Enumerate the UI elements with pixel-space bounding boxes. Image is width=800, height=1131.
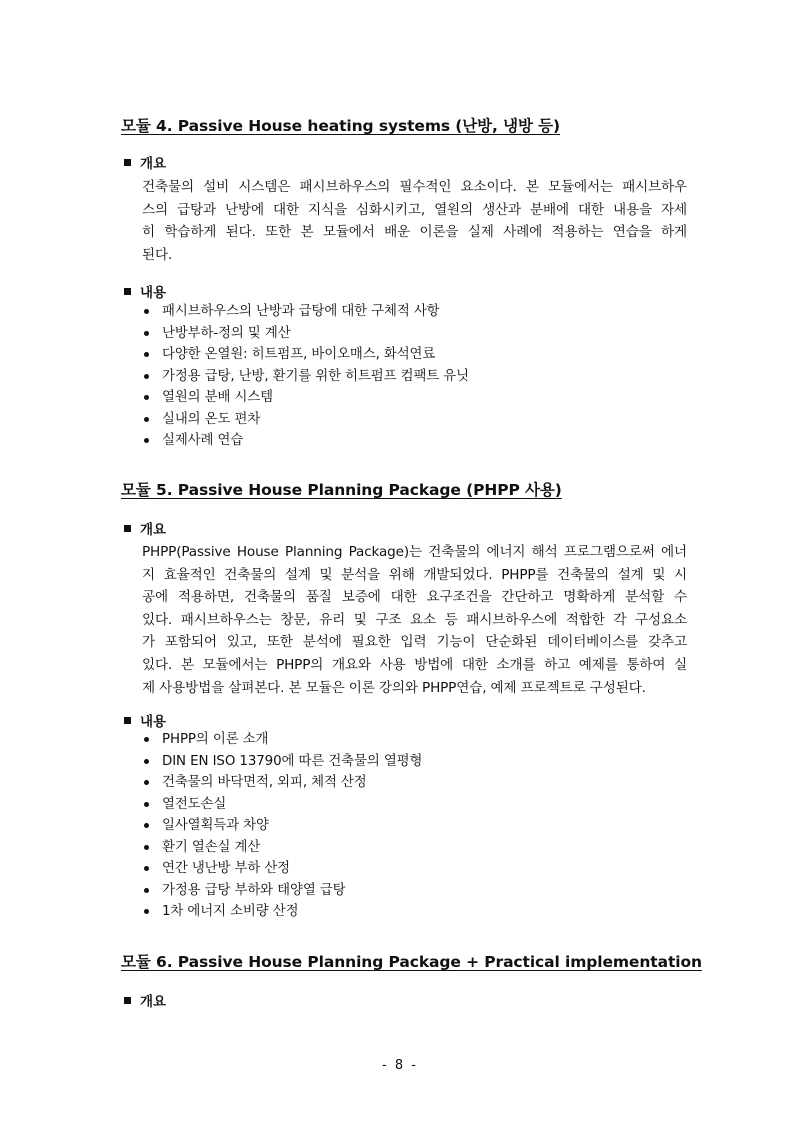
module-4-title: 모듈 4. Passive House heating systems (난방, 냉방 등) bbox=[121, 117, 561, 135]
paragraph-line: 스의 급탕과 난방에 대한 지식을 심화시키고, 열원의 생산과 분배에 대한 내용을 자세 bbox=[142, 201, 687, 218]
overview-heading-label: 개요 bbox=[140, 156, 167, 172]
list-item: 일사열획득과 차양 bbox=[142, 815, 422, 837]
page-number: - 8 - bbox=[382, 1058, 418, 1073]
list-item: 다양한 온열원: 히트펌프, 바이오매스, 화석연료 bbox=[142, 344, 469, 366]
list-item: 패시브하우스의 난방과 급탕에 대한 구체적 사항 bbox=[142, 301, 469, 323]
module-6-title: 모듈 6. Passive House Planning Package + Practical implementation bbox=[121, 953, 702, 971]
contents-heading-label: 내용 bbox=[140, 714, 167, 730]
module-5-overview-heading bbox=[124, 518, 166, 538]
square-bullet-icon bbox=[124, 159, 131, 166]
list-item: 연간 냉난방 부하 산정 bbox=[142, 858, 422, 880]
module-4-overview-heading bbox=[124, 152, 166, 172]
list-item: 환기 열손실 계산 bbox=[142, 837, 422, 859]
square-bullet-icon bbox=[124, 997, 131, 1004]
list-item: 가정용 급탕 부하와 태양열 급탕 bbox=[142, 880, 422, 902]
module-6-overview-heading bbox=[124, 990, 166, 1010]
list-item: 난방부하-정의 및 계산 bbox=[142, 323, 469, 345]
list-item: 실내의 온도 편차 bbox=[142, 409, 469, 431]
list-item: 건축물의 바닥면적, 외피, 체적 산정 bbox=[142, 772, 422, 794]
paragraph-line: PHPP(Passive House Planning Package)는 건축물의 에너지 해석 프로그램으로써 에너 bbox=[142, 544, 687, 560]
paragraph-line: 공에 적용하면, 건축물의 품질 보증에 대한 요구조건을 간단하고 명확하게 분석할 수 bbox=[142, 589, 687, 606]
module-5-overview-text bbox=[142, 541, 687, 699]
list-item: 가정용 급탕, 난방, 환기를 위한 히트펌프 컴팩트 유닛 bbox=[142, 366, 469, 388]
paragraph-line: 히 학습하게 된다. 또한 본 모듈에서 배운 이론을 실제 사례에 적용하는 연습을 하게 bbox=[142, 224, 687, 241]
list-item: 열전도손실 bbox=[142, 794, 422, 816]
square-bullet-icon bbox=[124, 525, 131, 532]
paragraph-line: 건축물의 설비 시스템은 패시브하우스의 필수적인 요소이다. 본 모듈에서는 패시브하우 bbox=[142, 179, 687, 195]
list-item: 실제사례 연습 bbox=[142, 430, 469, 452]
module-5-contents-list bbox=[142, 729, 422, 923]
module-5-title: 모듈 5. Passive House Planning Package (PHPP 사용) bbox=[121, 481, 562, 499]
paragraph-line: 지 효율적인 건축물의 설계 및 분석을 위해 개발되었다. PHPP를 건축물의 설계 및 시 bbox=[142, 566, 687, 583]
square-bullet-icon bbox=[124, 288, 131, 295]
paragraph-line: 가 포함되어 있고, 또한 분석에 필요한 입력 기능이 단순화된 데이터베이스를 갖추고 bbox=[142, 634, 687, 651]
paragraph-line: 된다. bbox=[142, 246, 173, 263]
module-4-overview-text bbox=[142, 176, 687, 266]
overview-heading-label: 개요 bbox=[140, 522, 167, 538]
contents-heading-label: 내용 bbox=[140, 285, 167, 301]
module-4-contents-heading bbox=[124, 281, 166, 301]
list-item: 1차 에너지 소비량 산정 bbox=[142, 901, 422, 923]
paragraph-line: 있다. 본 모듈에서는 PHPP의 개요와 사용 방법에 대한 소개를 하고 예제를 통하여 실 bbox=[142, 656, 687, 673]
overview-heading-label: 개요 bbox=[140, 994, 167, 1010]
module-5-contents-heading bbox=[124, 710, 166, 730]
paragraph-line: 있다. 패시브하우스는 창문, 유리 및 구조 요소 등 패시브하우스에 적합한 각 구성요소 bbox=[142, 611, 687, 628]
module-4-contents-list bbox=[142, 301, 469, 452]
paragraph-line: 제 사용방법을 살펴본다. 본 모듈은 이론 강의와 PHPP연습, 예제 프로젝트로 구성된다. bbox=[142, 679, 646, 696]
list-item: 열원의 분배 시스템 bbox=[142, 387, 469, 409]
list-item: PHPP의 이론 소개 bbox=[142, 729, 422, 751]
square-bullet-icon bbox=[124, 717, 131, 724]
list-item: DIN EN ISO 13790에 따른 건축물의 열평형 bbox=[142, 751, 422, 773]
